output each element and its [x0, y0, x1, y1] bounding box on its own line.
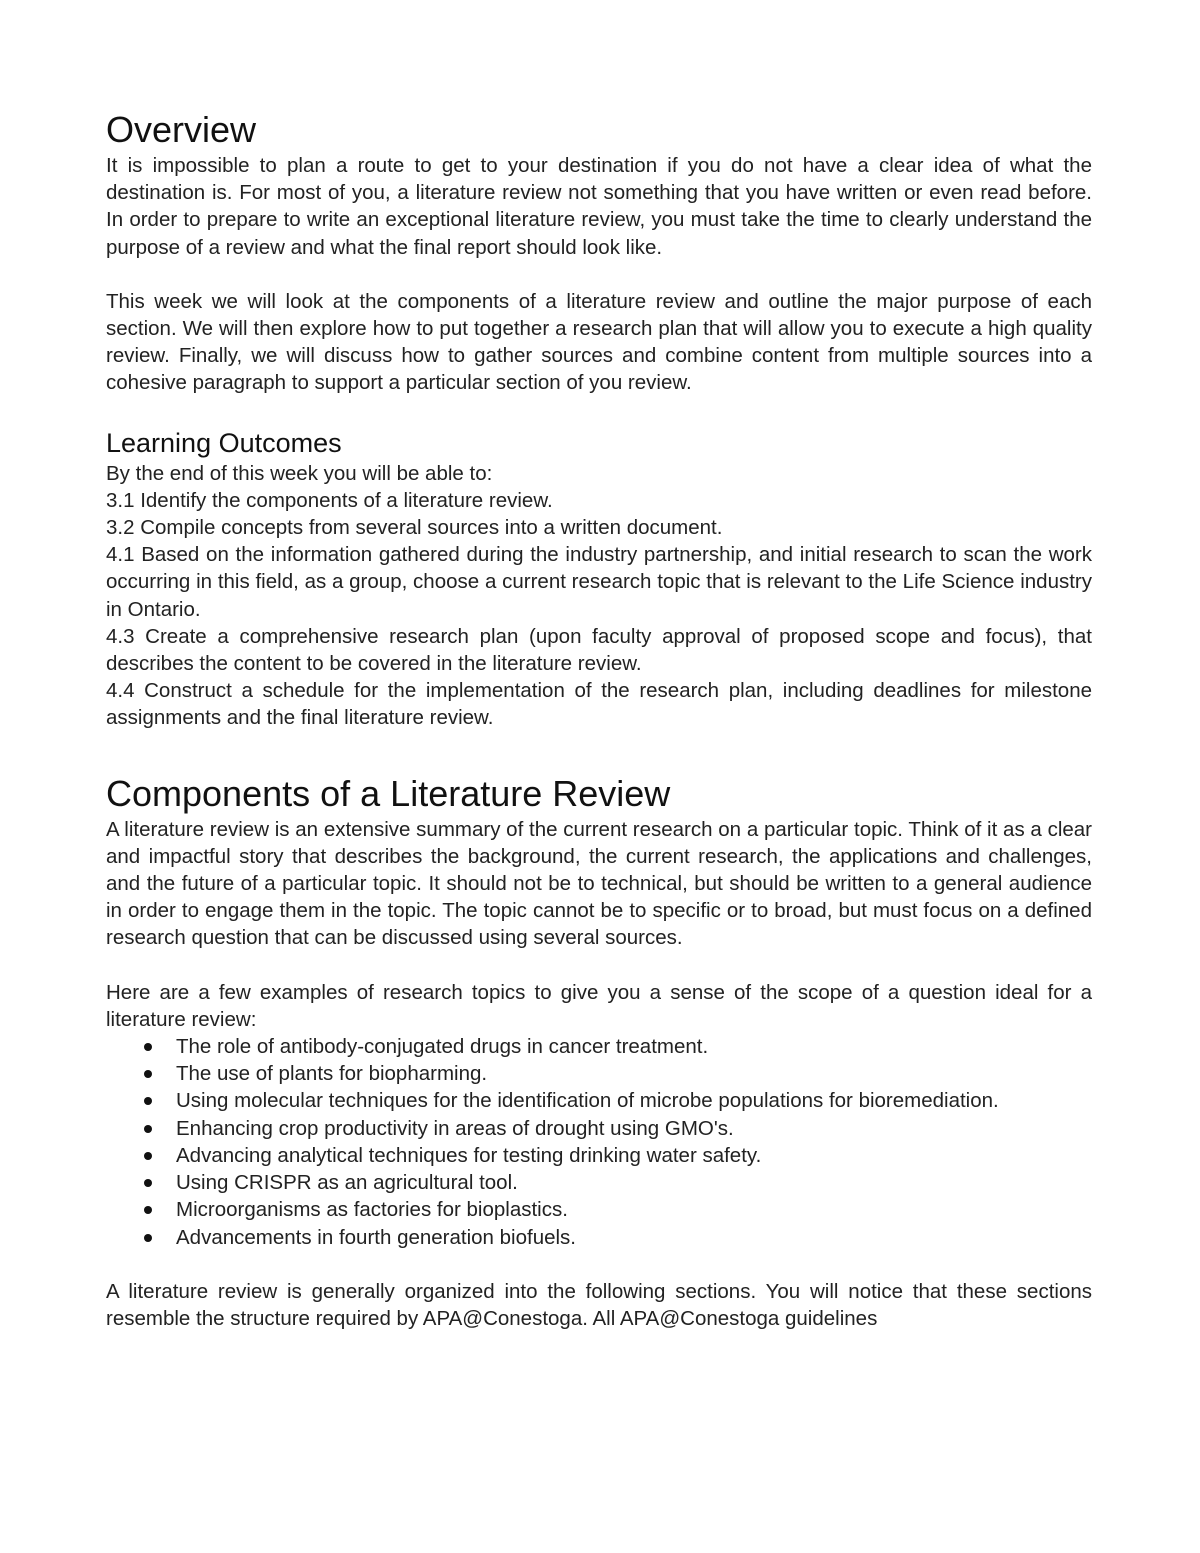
learning-outcomes-list — [106, 460, 1092, 732]
spacer — [106, 732, 1092, 772]
spacer — [106, 261, 1092, 288]
list-item: Microorganisms as factories for bioplastics. — [106, 1196, 1092, 1223]
learning-outcome-item: 4.4 Construct a schedule for the implementation of the research plan, including deadlines for milestone assignments and the final literature review. — [106, 679, 1092, 730]
list-item: Advancing analytical techniques for testing drinking water safety. — [106, 1142, 1092, 1169]
document-page — [106, 108, 1092, 1332]
components-paragraph-1: A literature review is an extensive summary of the current research on a particular topic. Think of it as a clear and impactful story that describes the background, the current research, the applications and challenges, and the future of a particular topic. It should not be to technical, but should be written to a general audience in order to engage them in the topic. The topic cannot be to specific or to broad, but must focus on a defined research question that can be discussed using several sources. — [106, 817, 1092, 950]
components-heading: Components of a Literature Review — [106, 772, 671, 814]
components-closing-paragraph: A literature review is generally organized into the following sections. You will notice that these sections resemble the structure required by APA@Conestoga. All APA@Conestoga guidelines — [106, 1279, 1092, 1330]
list-item: Enhancing crop productivity in areas of drought using GMO's. — [106, 1115, 1092, 1142]
research-topic-examples — [106, 1033, 1092, 1251]
spacer — [106, 397, 1092, 427]
list-item: Using CRISPR as an agricultural tool. — [106, 1169, 1092, 1196]
overview-heading: Overview — [106, 109, 257, 150]
list-item: Using molecular techniques for the identification of microbe populations for bioremediation. — [106, 1087, 1092, 1114]
learning-outcomes-heading: Learning Outcomes — [106, 427, 342, 458]
learning-outcome-item: 4.1 Based on the information gathered during the industry partnership, and initial research to scan the work occurring in this field, as a group, choose a current research topic that is relevant to the Life Science industry in Ontario. — [106, 543, 1092, 621]
spacer — [106, 952, 1092, 979]
learning-outcome-item: 4.3 Create a comprehensive research plan (upon faculty approval of proposed scope and focus), that describes the content to be covered in the literature review. — [106, 624, 1092, 676]
learning-outcomes-intro: By the end of this week you will be able to: — [106, 461, 493, 485]
learning-outcome-item: 3.1 Identify the components of a literature review. — [106, 488, 553, 512]
list-item: The use of plants for biopharming. — [106, 1060, 1092, 1087]
spacer — [106, 1251, 1092, 1278]
overview-paragraph-2: This week we will look at the components of a literature review and outline the major purpose of each section. We will then explore how to put together a research plan that will allow you to execute a high quality review. Finally, we will discuss how to gather sources and combine content from multiple sources into a cohesive paragraph to support a particular section of you review. — [106, 289, 1092, 395]
learning-outcome-item: 3.2 Compile concepts from several sources into a written document. — [106, 516, 723, 540]
list-item: The role of antibody-conjugated drugs in cancer treatment. — [106, 1033, 1092, 1060]
list-item: Advancements in fourth generation biofuels. — [106, 1224, 1092, 1251]
components-paragraph-2: Here are a few examples of research topics to give you a sense of the scope of a question ideal for a literature review: — [106, 980, 1092, 1031]
overview-paragraph-1: It is impossible to plan a route to get to your destination if you do not have a clear idea of what the destination is. For most of you, a literature review not something that you have written or even read before. In order to prepare to write an exceptional literature review, you must take the time to clearly understand the purpose of a review and what the final report should look like. — [106, 154, 1092, 259]
